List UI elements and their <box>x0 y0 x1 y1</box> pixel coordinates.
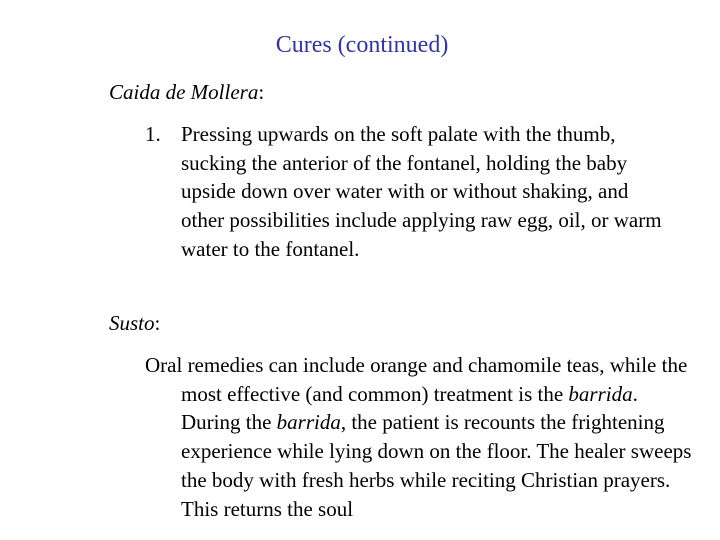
susto-paragraph <box>145 351 701 523</box>
paragraph-emphasis: barrida <box>568 381 633 406</box>
paragraph-text: , the patient is recounts the frightening experience while lying down on the floor. The healer sweeps the body with fresh herbs while reciting Christian prayers. This returns the soul <box>181 410 692 521</box>
slide-title: Cures (continued) <box>275 32 449 58</box>
list-item-number: 1. <box>145 122 161 146</box>
paragraph-emphasis: barrida <box>276 410 341 435</box>
section-heading-text: Susto <box>109 311 155 335</box>
section-heading-susto <box>109 310 160 336</box>
paragraph-text: . During the <box>181 381 638 435</box>
list-item-text: Pressing upwards on the soft palate with the thumb, sucking the anterior of the fontanel, holding the baby upside down over water with or without shaking, and other possibilities include applying raw egg, oil, or warm water to the fontanel. <box>181 122 662 261</box>
heading-colon: : <box>154 311 161 335</box>
heading-colon: : <box>258 80 265 104</box>
section-heading-text: Caida de Mollera <box>109 80 259 104</box>
numbered-list <box>145 120 665 264</box>
section-heading-caida-de-mollera <box>109 79 264 105</box>
list-item <box>145 120 665 264</box>
paragraph-text: Oral remedies can include orange and chamomile teas, while the most effective (and common) treatment is the <box>145 353 688 406</box>
